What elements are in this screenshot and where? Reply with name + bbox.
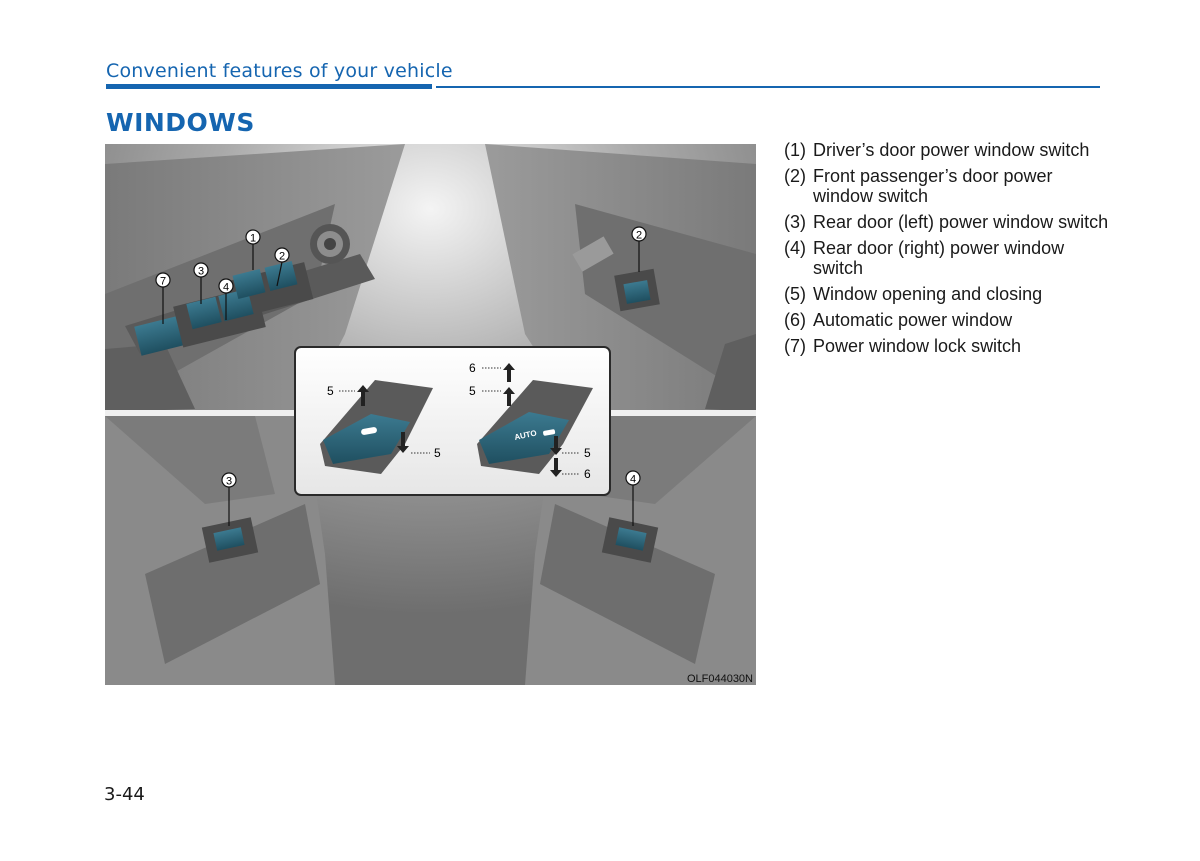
inset-label-6-auto-down: 6 (584, 467, 591, 481)
legend-text: Rear door (left) power window switch (813, 212, 1109, 232)
legend-text: Automatic power window (813, 310, 1013, 330)
legend-text: Power window lock switch (813, 336, 1022, 356)
legend-item (784, 140, 1114, 160)
svg-text:4: 4 (629, 473, 637, 486)
inset-label-5-open-left: 5 (327, 384, 334, 398)
section-title: WINDOWS (106, 108, 255, 137)
svg-text:4: 4 (222, 281, 230, 294)
legend-item (784, 212, 1114, 232)
legend-number: (5) (784, 284, 806, 304)
inset-label-6-auto-up: 6 (469, 361, 476, 375)
legend-number: (4) (784, 238, 806, 258)
svg-text:AUTO: AUTO (513, 428, 538, 442)
legend-item (784, 238, 1114, 278)
chapter-title: Convenient features of your vehicle (106, 60, 453, 82)
switch-detail-inset (295, 347, 610, 495)
legend-text: Front passenger’s door power window switch (813, 166, 1053, 206)
svg-text:2: 2 (278, 250, 286, 263)
legend-item (784, 166, 1114, 206)
inset-label-5-close-left: 5 (434, 446, 441, 460)
header-rule-thin (436, 86, 1100, 88)
page-number: 3-44 (104, 784, 145, 805)
svg-text:1: 1 (249, 232, 257, 245)
legend-item (784, 310, 1114, 330)
legend-text: Rear door (right) power window switch (813, 238, 1065, 278)
legend-item (784, 336, 1114, 356)
legend-number: (2) (784, 166, 806, 186)
header-rule-thick (106, 84, 432, 89)
legend-number: (7) (784, 336, 806, 356)
svg-text:3: 3 (197, 265, 205, 278)
legend-number: (6) (784, 310, 806, 330)
svg-text:7: 7 (159, 275, 167, 288)
window-switch-illustration (105, 144, 756, 685)
figure-code: OLF044030N (686, 673, 753, 685)
svg-text:3: 3 (225, 475, 233, 488)
legend-list (784, 140, 1114, 362)
legend-text: Window opening and closing (813, 284, 1043, 304)
inset-label-5-close-right: 5 (584, 446, 591, 460)
inset-label-5-open-right: 5 (469, 384, 476, 398)
legend-text: Driver’s door power window switch (813, 140, 1090, 160)
legend-item (784, 284, 1114, 304)
legend-number: (1) (784, 140, 806, 160)
svg-text:2: 2 (635, 229, 643, 242)
legend-number: (3) (784, 212, 806, 232)
